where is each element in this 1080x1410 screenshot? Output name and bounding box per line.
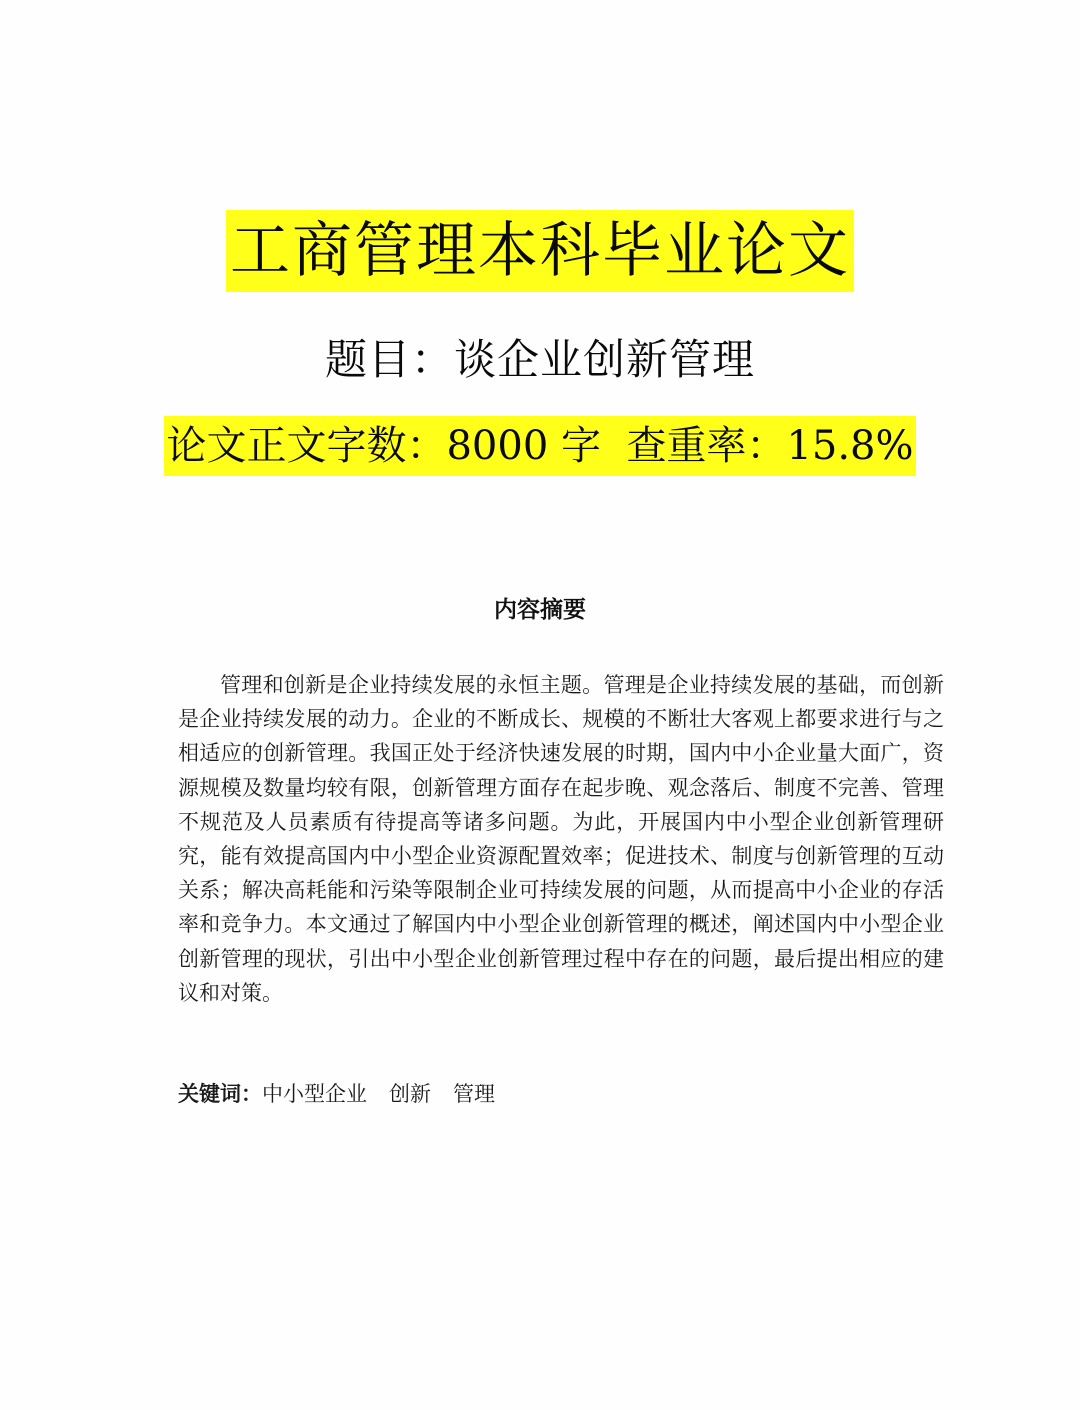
abstract-body: 管理和创新是企业持续发展的永恒主题。管理是企业持续发展的基础，而创新是企业持续发展的动力。企业的不断成长、规模的不断壮大客观上都要求进行与之相适应的创新管理。我国正处于经济快速发展的时期，国内中小企业量大面广，资源规模及数量均较有限，创新管理方面存在起步晚、观念落后、制度不完善、管理不规范及人员素质有待提高等诸多问题。为此，开展国内中小型企业创新管理研究，能有效提高国内中小型企业资源配置效率；促进技术、制度与创新管理的互动关系；解决高耗能和污染等限制企业可持续发展的问题，从而提高中小企业的存活率和竞争力。本文通过了解国内中小型企业创新管理的概述，阐述国内中小型企业创新管理的现状，引出中小型企业创新管理过程中存在的问题，最后提出相应的建议和对策。 [178, 673, 944, 1005]
word-count-unit: 字 [548, 423, 601, 469]
main-title-block [0, 210, 1080, 292]
keyword-item: 管理 [453, 1082, 495, 1106]
keyword-item: 创新 [389, 1082, 431, 1106]
keyword-item: 中小型企业 [262, 1082, 367, 1106]
word-count-label: 论文正文字数： [166, 423, 447, 469]
keywords-line [178, 1076, 944, 1112]
main-title: 工商管理本科毕业论文 [226, 210, 854, 292]
plagiarism-label: 查重率： [626, 423, 787, 469]
thesis-topic: 题目：谈企业创新管理 [324, 335, 755, 384]
stats-block [0, 416, 1080, 476]
keywords-label: 关键词： [178, 1082, 262, 1106]
word-count-value: 8000 [446, 423, 549, 469]
plagiarism-value: 15.8% [786, 423, 914, 469]
stats-line [164, 416, 915, 476]
abstract-heading: 内容摘要 [494, 597, 586, 623]
